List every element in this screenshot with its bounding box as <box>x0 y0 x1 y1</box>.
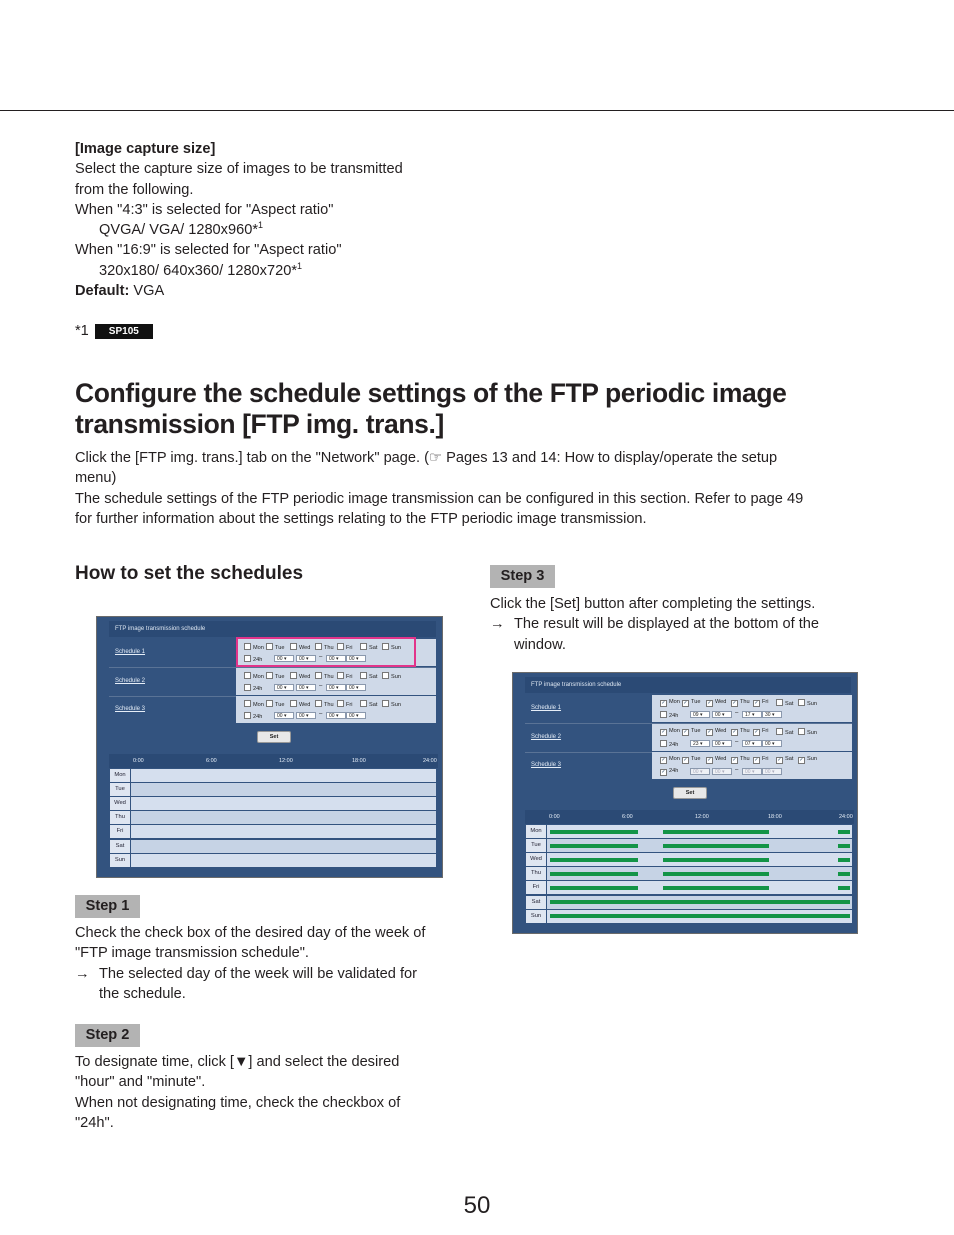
capture-desc-2: from the following. <box>75 181 194 198</box>
checkbox[interactable]: ✓ <box>754 728 759 735</box>
day-label: Wed <box>299 702 311 708</box>
day-option-sun[interactable] <box>382 672 401 680</box>
day-label: Mon <box>669 756 680 762</box>
timeline-day-label: Mon <box>114 772 126 778</box>
start-minute-select[interactable]: 00 ▾ <box>712 711 732 718</box>
step-1-line-4: the schedule. <box>99 985 186 1002</box>
tick-label-4: 24:00 <box>423 758 437 764</box>
time-dash: – <box>735 738 739 745</box>
schedule-2-options <box>236 668 436 695</box>
checkbox[interactable]: ✓ <box>732 700 737 706</box>
start-hour-select[interactable]: 09 ▾ <box>690 711 710 718</box>
timeline-day-label: Wed <box>114 800 126 807</box>
start-hour-select[interactable]: 00 ▾ <box>274 684 294 691</box>
checkbox[interactable] <box>360 700 367 707</box>
start-hour-select[interactable]: 00 ▾ <box>690 768 710 775</box>
step-2-label: Step 2 <box>75 1024 140 1047</box>
checkbox[interactable]: ✓ <box>707 757 712 763</box>
schedule-3-options <box>652 752 852 779</box>
day-option-tue[interactable] <box>682 756 700 764</box>
checkbox[interactable] <box>244 672 251 679</box>
timeline-day-label: Thu <box>115 814 125 821</box>
checkbox[interactable] <box>382 672 389 679</box>
checkbox[interactable] <box>798 728 805 735</box>
day-label: Mon <box>253 702 264 708</box>
day-option-sun[interactable] <box>798 756 817 764</box>
checkbox[interactable]: ✓ <box>707 728 712 735</box>
end-hour-select[interactable]: 00 ▾ <box>326 655 346 662</box>
start-minute-select[interactable]: 00 ▾ <box>296 655 316 662</box>
schedule-3-link[interactable]: Schedule 3 <box>115 706 146 712</box>
day-label: Thu <box>740 699 750 705</box>
day-label: Wed <box>299 673 311 680</box>
day-option-sat[interactable] <box>776 756 793 764</box>
end-minute-select[interactable]: 00 ▾ <box>346 712 366 719</box>
h24-label: 24h <box>669 768 679 774</box>
time-dash: – <box>319 711 323 717</box>
timeline-row-wed <box>131 797 436 810</box>
checkbox[interactable] <box>290 700 297 707</box>
checkbox[interactable] <box>660 711 667 718</box>
h24-label: 24h <box>253 657 263 663</box>
ratio-169-label: When "16:9" is selected for "Aspect ratio" <box>75 242 342 259</box>
checkbox[interactable]: ✓ <box>777 757 782 763</box>
capture-size-title: [Image capture size] <box>75 141 216 157</box>
schedule-2-link[interactable]: Schedule 2 <box>115 677 146 684</box>
intro-line-4: for further information about the settings relating to the FTP periodic image transmission. <box>75 510 647 527</box>
schedule-screenshot-empty <box>96 616 443 878</box>
ratio-169-values: 320x180/ 640x360/ 1280x720*$^1$ <box>99 260 303 279</box>
step-1-text <box>75 923 475 1004</box>
tick-label-1: 6:00 <box>206 758 217 764</box>
step-3-text <box>490 594 910 655</box>
checkbox[interactable]: ✓ <box>754 757 759 763</box>
end-hour-select[interactable]: 00 ▾ <box>326 684 346 691</box>
day-label: Sun <box>807 701 817 707</box>
intro-line-1: Click the [FTP img. trans.] tab on the "Network" page. (☞ Pages 13 and 14: How to display/operate the setup <box>75 450 778 466</box>
day-label: Sat <box>785 701 794 707</box>
schedule-3-link[interactable]: Schedule 3 <box>531 762 562 768</box>
set-button[interactable]: Set <box>673 787 707 799</box>
day-label: Tue <box>691 699 701 705</box>
timeline-row-tue <box>131 783 436 796</box>
day-option-wed[interactable] <box>706 728 726 736</box>
header-rule <box>0 110 954 111</box>
day-label: Fri <box>346 702 353 708</box>
end-minute-select[interactable]: 30 ▾ <box>762 711 782 718</box>
day-option-mon[interactable] <box>660 756 680 764</box>
schedule-3-options <box>236 696 436 723</box>
time-dash: – <box>735 767 739 773</box>
day-option-wed[interactable] <box>706 756 726 764</box>
checkbox[interactable] <box>660 740 667 747</box>
day-label: Sun <box>391 645 401 651</box>
timeline-day-label: Wed <box>530 856 542 863</box>
day-option-sun[interactable] <box>798 699 817 707</box>
checkbox[interactable] <box>244 712 251 719</box>
checkbox[interactable]: ✓ <box>661 769 666 775</box>
schedule-bar <box>550 830 638 834</box>
checkbox[interactable] <box>244 700 251 707</box>
day-option-thu[interactable] <box>315 672 334 680</box>
day-label: Mon <box>669 727 680 734</box>
day-option-tue[interactable] <box>266 700 284 708</box>
footnote-mark: *1 <box>75 323 89 339</box>
checkbox[interactable] <box>337 672 344 679</box>
day-option-wed[interactable] <box>706 699 726 707</box>
checkbox[interactable]: ✓ <box>683 728 688 735</box>
end-hour-select[interactable]: 07 ▾ <box>742 740 762 747</box>
day-label: Sun <box>391 702 401 708</box>
day-option-mon[interactable] <box>244 700 264 708</box>
day-label: Thu <box>740 727 750 734</box>
intro-line-2: menu) <box>75 470 117 487</box>
day-option-fri[interactable] <box>337 700 353 708</box>
step-1-result: → The selected day of the week will be validated for <box>75 965 417 982</box>
end-minute-select[interactable]: 00 ▾ <box>346 684 366 691</box>
end-hour-select[interactable]: 17 ▾ <box>742 711 762 718</box>
day-label: Sun <box>807 729 817 736</box>
checkbox[interactable] <box>360 672 367 679</box>
day-option-thu[interactable] <box>731 756 750 764</box>
timeline-day-label: Fri <box>116 828 124 835</box>
day-label: Sun <box>807 756 817 762</box>
schedule-2-options <box>652 724 852 751</box>
day-option-sat[interactable] <box>776 728 793 736</box>
time-dash: – <box>319 654 323 660</box>
day-label: Thu <box>324 673 334 680</box>
step-3-line-3: window. <box>514 636 566 653</box>
schedule-bar <box>550 844 638 848</box>
schedule-timeline <box>525 810 854 924</box>
tick-label-0: 0:00 <box>133 758 144 764</box>
day-option-fri[interactable] <box>753 728 769 736</box>
tick-label-3: 18:00 <box>352 758 366 764</box>
day-option-tue[interactable] <box>266 672 284 680</box>
timeline-row-fri <box>131 825 436 838</box>
start-hour-select[interactable]: 00 ▾ <box>274 712 294 719</box>
end-minute-select[interactable]: 00 ▾ <box>762 740 782 747</box>
day-label: Fri <box>346 645 353 651</box>
checkbox[interactable]: ✓ <box>661 728 666 735</box>
step-2-text <box>75 1052 475 1133</box>
schedule-bar <box>663 830 769 834</box>
tick-label-3: 18:00 <box>768 814 782 820</box>
day-label: Sat <box>785 729 794 736</box>
start-minute-select[interactable]: 00 ▾ <box>712 740 732 747</box>
timeline-row-thu <box>131 811 436 824</box>
step-1-label: Step 1 <box>75 895 140 918</box>
schedule-timeline <box>109 754 438 868</box>
day-label: Wed <box>715 699 727 705</box>
day-option-thu[interactable] <box>731 699 750 707</box>
start-hour-select[interactable]: 23 ▾ <box>690 740 710 747</box>
day-option-thu[interactable] <box>315 700 334 708</box>
checkbox[interactable] <box>776 699 783 706</box>
tick-label-2: 12:00 <box>279 758 293 764</box>
day-option-mon[interactable] <box>660 728 680 736</box>
tick-label-4: 24:00 <box>839 814 853 820</box>
day-label: Tue <box>691 756 701 762</box>
schedule-bar <box>838 858 851 862</box>
checkbox[interactable]: ✓ <box>732 757 737 763</box>
day-label: Thu <box>324 645 334 651</box>
day-label: Fri <box>762 699 769 705</box>
h24-label: 24h <box>669 713 679 719</box>
day-label: Fri <box>762 756 769 762</box>
day-option-fri[interactable] <box>337 672 353 680</box>
schedule-bar <box>663 872 769 876</box>
capture-desc-1: Select the capture size of images to be transmitted <box>75 161 403 178</box>
intro-line-3: The schedule settings of the FTP periodic image transmission can be configured in this section. Refer to page 49 <box>75 490 804 507</box>
ratio-43-values: QVGA/ VGA/ 1280x960*$^1$ <box>99 220 264 239</box>
checkbox[interactable] <box>266 672 273 679</box>
timeline-day-label: Sat <box>531 898 541 905</box>
timeline-day-label: Fri <box>532 884 540 891</box>
day-label: Sat <box>369 645 378 651</box>
schedule-bar <box>838 830 851 834</box>
day-option-sat[interactable] <box>360 672 377 680</box>
timeline-row-sat <box>131 840 436 853</box>
h24-label: 24h <box>253 714 263 720</box>
step-1-line-1: Check the check box of the desired day of the week of <box>75 925 426 941</box>
tick-label-0: 0:00 <box>549 814 560 820</box>
step-2-line-4: "24h". <box>75 1114 114 1131</box>
schedule-bar <box>550 872 638 876</box>
day-option-fri[interactable] <box>753 699 769 707</box>
model-badge: SP105 <box>95 324 153 339</box>
schedule-screenshot-result <box>512 672 858 934</box>
schedule-bar <box>838 844 851 848</box>
panel-title: FTP image transmission schedule <box>525 677 851 693</box>
checkbox[interactable] <box>244 684 251 691</box>
day-label: Mon <box>253 673 264 680</box>
end-hour-select[interactable]: 00 ▾ <box>326 712 346 719</box>
step-2-line-2: "hour" and "minute". <box>75 1074 206 1091</box>
schedule-bar <box>663 886 769 890</box>
default-line: Default: VGA <box>75 283 165 300</box>
section-intro <box>75 448 875 529</box>
day-option-sat[interactable] <box>776 699 793 707</box>
option-24h[interactable] <box>660 711 678 719</box>
day-label: Mon <box>669 699 680 705</box>
schedule-bar <box>550 858 638 862</box>
checkbox[interactable] <box>337 700 344 707</box>
ratio-43-label: When "4:3" is selected for "Aspect ratio" <box>75 201 334 218</box>
checkbox[interactable] <box>798 699 805 706</box>
option-24h[interactable] <box>660 768 678 776</box>
checkbox[interactable]: ✓ <box>732 728 737 735</box>
day-label: Thu <box>740 756 750 762</box>
schedule-bar <box>550 914 850 918</box>
day-label: Mon <box>253 645 264 651</box>
set-button[interactable]: Set <box>257 731 291 743</box>
step-3-label: Step 3 <box>490 565 555 588</box>
day-label: Thu <box>324 702 334 708</box>
start-hour-select[interactable]: 00 ▾ <box>274 655 294 662</box>
day-label: Wed <box>299 645 311 651</box>
day-option-wed[interactable] <box>290 700 310 708</box>
day-label: Fri <box>762 727 769 734</box>
schedule-bar <box>663 844 769 848</box>
tick-label-1: 6:00 <box>622 814 633 820</box>
checkbox[interactable]: ✓ <box>661 700 666 706</box>
schedule-bar <box>663 858 769 862</box>
start-minute-select[interactable]: 00 ▾ <box>296 712 316 719</box>
time-dash: – <box>319 682 323 689</box>
timeline-day-label: Tue <box>531 842 541 849</box>
timeline-day-label: Sat <box>115 842 125 849</box>
option-24h[interactable] <box>244 684 262 692</box>
panel-title: FTP image transmission schedule <box>109 621 436 637</box>
h24-label: 24h <box>669 741 679 748</box>
step-2-line-3: When not designating time, check the checkbox of <box>75 1094 401 1111</box>
day-label: Tue <box>691 727 701 734</box>
tick-label-2: 12:00 <box>695 814 709 820</box>
schedule-1-link[interactable]: Schedule 1 <box>531 705 562 711</box>
h24-label: 24h <box>253 685 263 692</box>
page-number: 50 <box>463 1192 491 1219</box>
day-option-mon[interactable] <box>244 672 264 680</box>
day-label: Tue <box>275 702 285 708</box>
day-label: Sat <box>369 673 378 680</box>
schedule-1-options <box>652 695 852 722</box>
day-label: Sat <box>785 756 794 762</box>
step-1-line-2: "FTP image transmission schedule". <box>75 945 309 962</box>
day-option-sat[interactable] <box>360 700 377 708</box>
day-label: Tue <box>275 673 285 680</box>
end-minute-select[interactable]: 00 ▾ <box>762 768 782 775</box>
day-option-wed[interactable] <box>290 672 310 680</box>
day-label: Wed <box>715 727 727 734</box>
start-minute-select[interactable]: 00 ▾ <box>296 684 316 691</box>
step-3-line-1: Click the [Set] button after completing the settings. <box>490 596 816 612</box>
footnote <box>75 321 153 341</box>
day-label: Fri <box>346 673 353 680</box>
option-24h[interactable] <box>244 712 262 720</box>
checkbox[interactable]: ✓ <box>661 757 666 763</box>
day-option-tue[interactable] <box>682 699 700 707</box>
timeline-day-label: Thu <box>531 870 541 877</box>
checkbox[interactable]: ✓ <box>707 700 712 706</box>
timeline-row-sun <box>131 854 436 867</box>
highlight-box <box>236 637 416 667</box>
timeline-day-label: Sun <box>530 912 542 919</box>
timeline-header <box>525 810 854 824</box>
day-label: Tue <box>275 645 285 651</box>
step-3-result: → The result will be displayed at the bottom of the <box>490 616 820 633</box>
checkbox[interactable] <box>315 700 322 707</box>
capture-size-block <box>75 139 495 301</box>
schedule-1-link[interactable]: Schedule 1 <box>115 649 146 655</box>
timeline-row-mon <box>131 769 436 782</box>
section-title: Configure the schedule settings of the FTP periodic image transmission [FTP img. trans.] <box>75 378 787 439</box>
day-label: Wed <box>715 756 727 762</box>
day-option-thu[interactable] <box>731 728 750 736</box>
start-minute-select[interactable]: 00 ▾ <box>712 768 732 775</box>
day-option-mon[interactable] <box>660 699 680 707</box>
time-dash: – <box>735 710 739 716</box>
checkbox[interactable] <box>382 700 389 707</box>
checkbox[interactable] <box>776 728 783 735</box>
timeline-header <box>109 754 438 768</box>
day-label: Sat <box>369 702 378 708</box>
day-option-fri[interactable] <box>753 756 769 764</box>
schedule-bar <box>550 886 638 890</box>
timeline-day-label: Mon <box>530 828 542 834</box>
step-2-line-1: To designate time, click [▼] and select the desired <box>75 1054 400 1070</box>
checkbox[interactable] <box>315 672 322 679</box>
timeline-day-label: Tue <box>115 786 125 793</box>
howto-title: How to set the schedules <box>75 563 304 584</box>
checkbox[interactable] <box>266 700 273 707</box>
checkbox[interactable]: ✓ <box>683 700 688 706</box>
day-option-sun[interactable] <box>382 700 401 708</box>
option-24h[interactable] <box>660 740 678 748</box>
end-hour-select[interactable]: 00 ▾ <box>742 768 762 775</box>
checkbox[interactable]: ✓ <box>799 757 804 763</box>
day-option-tue[interactable] <box>682 728 700 736</box>
checkbox[interactable] <box>290 672 297 679</box>
end-minute-select[interactable]: 00 ▾ <box>346 655 366 662</box>
timeline-day-label: Sun <box>114 856 126 863</box>
day-label: Sun <box>391 673 401 680</box>
checkbox[interactable]: ✓ <box>754 700 759 706</box>
schedule-2-link[interactable]: Schedule 2 <box>531 733 562 740</box>
day-option-sun[interactable] <box>798 728 817 736</box>
schedule-bar <box>838 872 851 876</box>
schedule-bar <box>838 886 851 890</box>
schedule-bar <box>550 900 850 904</box>
checkbox[interactable]: ✓ <box>683 757 688 763</box>
